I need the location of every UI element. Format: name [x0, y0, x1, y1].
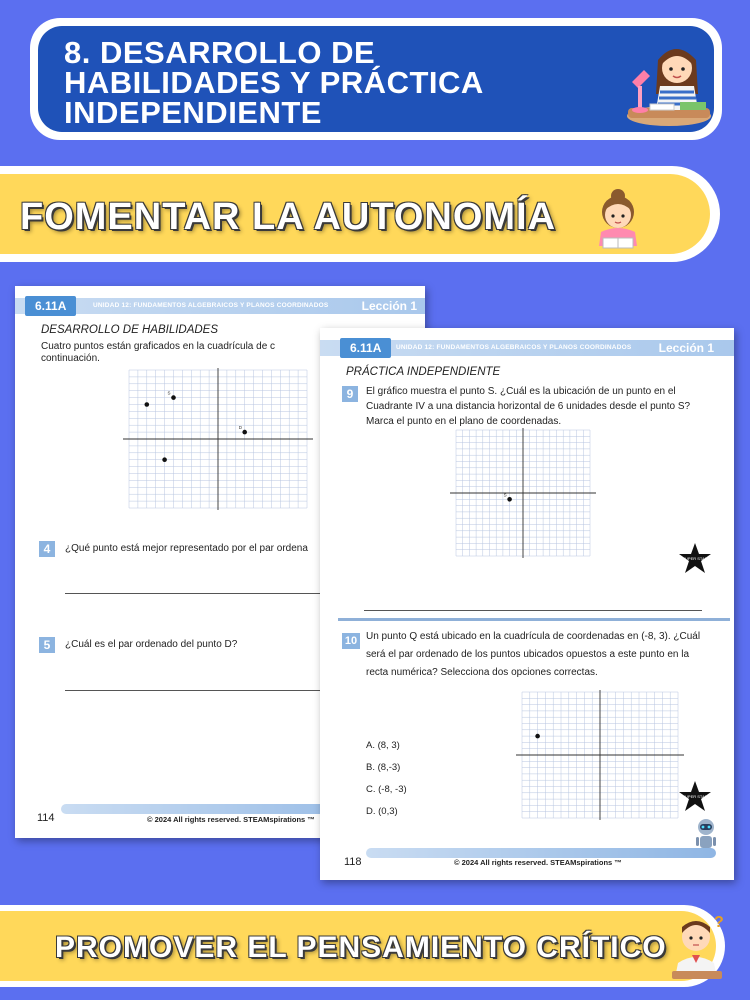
- question-10-line-1: Un punto Q está ubicado en la cuadrícula de coordenadas en (-8, 3). ¿Cuál: [366, 631, 701, 642]
- badge-text: SUPER STAR: [682, 794, 708, 799]
- question-number: 5: [39, 637, 55, 653]
- point-label: S: [503, 492, 507, 498]
- answer-line[interactable]: [65, 690, 325, 691]
- plotted-point: [535, 734, 540, 739]
- critical-thinking-banner: [0, 905, 725, 987]
- question-9-text: [366, 384, 690, 429]
- girl-reading-icon: [585, 186, 651, 252]
- title-line-3: INDEPENDIENTE: [64, 95, 322, 130]
- critical-thinking-banner-text: PROMOVER EL PENSAMIENTO CRÍTICO: [55, 931, 667, 964]
- question-5: [39, 636, 55, 654]
- question-10-text: [366, 628, 700, 682]
- super-star-badge-icon: [678, 780, 712, 814]
- question-4: [39, 540, 55, 558]
- point-label: D: [238, 425, 242, 431]
- page-header: [15, 296, 425, 316]
- title-line-1: 8. DESARROLLO DE: [64, 35, 376, 70]
- footer-bar: [366, 848, 716, 858]
- answer-line[interactable]: [364, 610, 702, 611]
- question-number: 10: [342, 633, 360, 649]
- lesson-label: Lección 1: [658, 341, 714, 355]
- title-banner: [30, 18, 722, 140]
- plotted-point: [507, 497, 512, 502]
- unit-title: UNIDAD 12: FUNDAMENTOS ALGEBRAICOS Y PLANOS COORDINADOS: [396, 344, 632, 351]
- point-label: S: [167, 390, 171, 396]
- copyright: © 2024 All rights reserved. STEAMspirations ™: [147, 815, 315, 824]
- super-star-badge-icon: [678, 542, 712, 576]
- coordinate-grid[interactable]: [450, 428, 596, 558]
- question-10: [342, 631, 360, 649]
- autonomy-banner-text: FOMENTAR LA AUTONOMÍA: [20, 196, 557, 238]
- autonomy-banner-inner: [0, 174, 710, 254]
- page-number: 114: [37, 812, 55, 824]
- standard-code: 6.11A: [340, 338, 391, 358]
- critical-thinking-banner-inner: [0, 911, 724, 981]
- plotted-point: [162, 457, 167, 462]
- option-a[interactable]: A. (8, 3): [366, 740, 400, 751]
- question-10-line-2: será el par ordenado de los puntos ubicados opuestos a este punto en la: [366, 649, 690, 660]
- section-title: PRÁCTICA INDEPENDIENTE: [346, 366, 501, 378]
- coordinate-grid: [516, 690, 684, 820]
- question-number: 9: [342, 386, 358, 402]
- question-number: 4: [39, 541, 55, 557]
- lesson-label: Lección 1: [361, 299, 417, 313]
- option-d[interactable]: D. (0,3): [366, 806, 398, 817]
- girl-at-desk-icon: [614, 30, 714, 130]
- question-9-line-1: El gráfico muestra el punto S. ¿Cuál es la ubicación de un punto en el: [366, 386, 676, 397]
- boy-thinking-icon: [670, 911, 730, 981]
- question-5-text: ¿Cuál es el par ordenado del punto D?: [65, 639, 238, 650]
- option-c[interactable]: C. (-8, -3): [366, 784, 407, 795]
- section-title: DESARROLLO DE HABILIDADES: [41, 324, 219, 336]
- question-9-line-2: Cuadrante IV a una distancia horizontal de 6 unidades desde el punto S?: [366, 401, 691, 412]
- intro-line-2: continuación.: [41, 353, 100, 364]
- intro-line-1: Cuatro puntos están graficados en la cuadrícula de c: [41, 341, 276, 352]
- title-line-2: HABILIDADES Y PRÁCTICA: [64, 65, 484, 100]
- question-10-line-3: recta numérica? Selecciona dos opciones correctas.: [366, 667, 598, 678]
- page-number: 118: [344, 856, 362, 868]
- coordinate-grid: [123, 368, 313, 510]
- badge-text: SUPER STAR: [682, 556, 708, 561]
- option-b[interactable]: B. (8,-3): [366, 762, 401, 773]
- unit-title: UNIDAD 12: FUNDAMENTOS ALGEBRAICOS Y PLANOS COORDINADOS: [93, 302, 329, 309]
- question-9: [342, 385, 358, 403]
- question-9-line-3: Marca el punto en el plano de coordenadas.: [366, 416, 562, 427]
- plotted-point: [242, 430, 247, 435]
- page-title: [64, 35, 564, 130]
- answer-line[interactable]: [65, 593, 325, 594]
- copyright: © 2024 All rights reserved. STEAMspirations ™: [454, 858, 622, 867]
- plotted-point: [145, 402, 150, 407]
- worksheet-page-practice: [320, 328, 734, 880]
- svg-text:?: ?: [714, 914, 724, 931]
- page-header: [320, 338, 734, 358]
- title-banner-inner: [38, 26, 714, 132]
- standard-code: 6.11A: [25, 296, 76, 316]
- autonomy-banner: [0, 166, 720, 262]
- section-divider: [338, 618, 730, 621]
- plotted-point: [171, 395, 176, 400]
- question-4-text: ¿Qué punto está mejor representado por el par ordena: [65, 543, 308, 554]
